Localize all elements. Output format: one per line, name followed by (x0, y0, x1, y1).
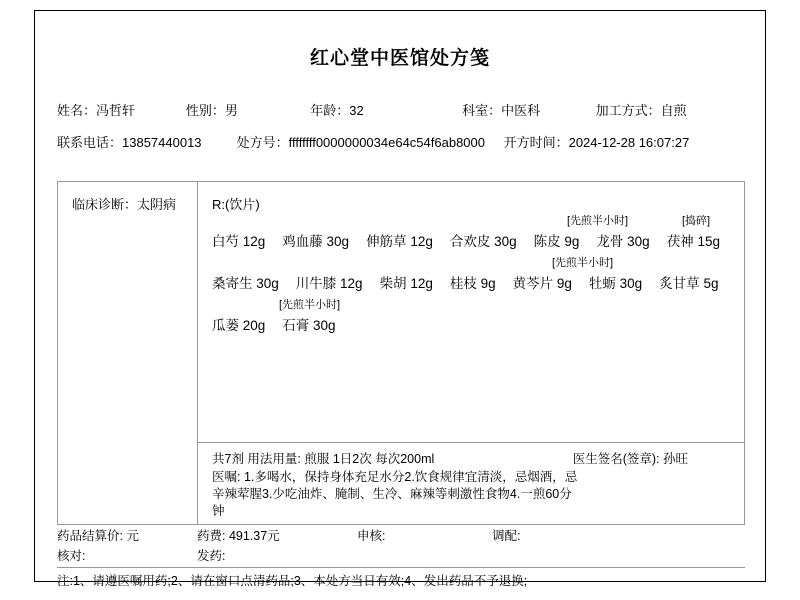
header-row-1 (57, 96, 743, 122)
field-department: 科室：中医科 (462, 102, 541, 118)
prescription-sheet (34, 10, 766, 588)
field-gender: 性别：男 (185, 102, 238, 118)
page-title: 红心堂中医馆处方笺 (309, 48, 490, 69)
prescription-content (198, 182, 744, 524)
footer-divider (57, 567, 745, 568)
drug-item: 白芍 12g (212, 234, 266, 249)
advice-block (212, 469, 734, 520)
field-dispense: 调配: (492, 529, 521, 543)
billing-row-1 (57, 525, 745, 545)
advice-line: 医嘱: 1.多喝水，保持身体充足水分2.饮食规律宜清淡，忌烟酒，忌 (212, 470, 578, 484)
drug-item: 桑寄生 30g (212, 276, 279, 291)
field-verify: 核对: (57, 549, 86, 563)
field-deliver: 发药: (197, 549, 226, 563)
drug-item: 炙甘草 5g (659, 276, 719, 291)
field-age: 年龄：32 (310, 102, 364, 118)
field-check: 申核: (357, 529, 386, 543)
advice-line: 钟 (212, 504, 225, 518)
drug-item: 牡蛎 30g (588, 276, 643, 291)
usage-row (212, 451, 734, 468)
drug-item: 黄芩片 9g (512, 276, 572, 291)
field-settle-price: 药品结算价: 元 (57, 529, 139, 543)
usage-text: 共7剂 用法用量: 煎服 1日2次 每次200ml (212, 452, 435, 466)
drug-item: 川牛膝 12g (295, 276, 363, 291)
billing-rows (57, 525, 745, 565)
billing-row-2 (57, 545, 745, 565)
drug-note-row (212, 297, 734, 313)
drug-item: 陈皮 9g (533, 234, 580, 249)
drug-item: 龙骨 30g (596, 234, 650, 249)
footer-notes: 注:1、请遵医嘱用药;2、请在窗口点清药品;3、本处方当日有效;4、发出药品不予退换; (57, 574, 528, 588)
rx-label: R:(饮片) (212, 197, 260, 212)
patient-header (35, 96, 765, 154)
prescription-footer (198, 442, 744, 524)
field-prescription-no: 处方号：ffffffff0000000034e64c54f6ab8000 (236, 134, 485, 150)
drug-row (212, 229, 734, 255)
header-row-2 (57, 128, 743, 154)
drug-note: [捣碎] (682, 215, 711, 227)
prescription-body (57, 181, 745, 525)
field-medicine-fee: 药费: 491.37元 (197, 529, 280, 543)
drug-item: 柴胡 12g (379, 276, 433, 291)
field-open-time: 开方时间：2024-12-28 16:07:27 (503, 134, 690, 150)
drug-item: 合欢皮 30g (449, 234, 517, 249)
drug-note-row (212, 213, 734, 229)
drug-list (212, 213, 734, 339)
drug-note: [先煎半小时] (567, 215, 629, 227)
drug-row (212, 271, 734, 297)
drug-item: 桂枝 9g (449, 276, 496, 291)
drug-item: 伸筋草 12g (366, 234, 433, 249)
drug-note: [先煎半小时] (552, 257, 614, 269)
field-phone: 联系电话：13857440013 (57, 134, 202, 150)
diagnosis-cell: 临床诊断：太阴病 (58, 182, 198, 524)
drug-note-row (212, 255, 734, 271)
doctor-signature: 医生签名(签章): 孙旺 (572, 452, 688, 466)
drug-row (212, 313, 734, 339)
drug-item: 茯神 15g (666, 234, 720, 249)
drug-item: 瓜蒌 20g (212, 318, 266, 333)
advice-line: 辛辣荤腥3.少吃油炸、腌制、生冷、麻辣等刺激性食物4.一煎60分 (212, 487, 572, 501)
field-process-method: 加工方式：自煎 (595, 102, 687, 118)
field-patient-name: 姓名：冯哲轩 (57, 102, 136, 118)
drug-item: 石膏 30g (282, 318, 336, 333)
drug-note: [先煎半小时] (279, 299, 341, 311)
drug-item: 鸡血藤 30g (282, 234, 350, 249)
